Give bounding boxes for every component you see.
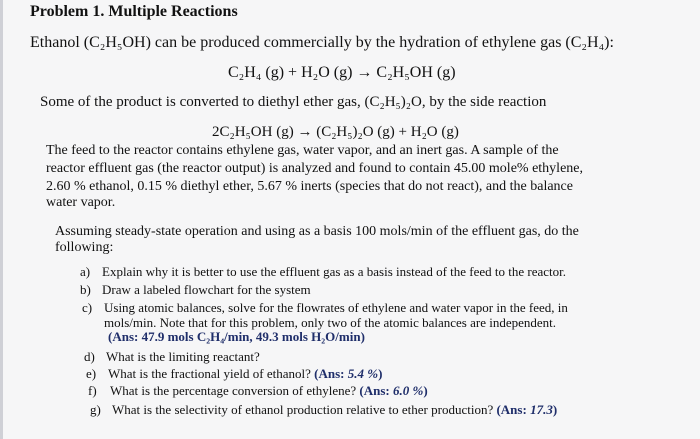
question-label: a) <box>80 264 91 279</box>
question-g <box>90 403 557 416</box>
feed-line: The feed to the reactor contains ethylene gas, water vapor, and an inert gas. A sample of the <box>46 143 559 158</box>
answer-value: 6.0 % <box>393 383 424 398</box>
question-text: Draw a labeled flowchart for the system <box>102 282 311 297</box>
feed-line: reactor effluent gas (the reactor output) is analyzed and found to contain 45.00 mole% ethylene, <box>46 161 583 176</box>
answer-suffix: ) <box>423 383 428 398</box>
question-d <box>84 350 260 363</box>
basis-line: Assuming steady-state operation and using as a basis 100 mols/min of the effluent gas, do the <box>55 224 579 239</box>
reaction-2: 2C₂H₅OH (g) → (C₂H₅)₂O (g) + H₂O (g) <box>212 124 459 140</box>
question-c-line2: mols/min. Note that for this problem, only two of the atomic balances are independent. <box>104 315 556 330</box>
question-text: What is the limiting reactant? <box>106 349 260 364</box>
question-text: Explain why it is better to use the effluent gas as a basis instead of the feed to the reactor. <box>102 264 567 279</box>
intro-text: Ethanol (C₂H₅OH) can be produced commercially by the hydration of ethylene gas (C₂H₄): <box>30 34 614 51</box>
feed-line: 2.60 % ethanol, 0.15 % diethyl ether, 5.67 % inerts (species that do not react), and the balance <box>46 179 573 194</box>
answer-prefix: (Ans: <box>314 366 348 381</box>
question-c-answer: (Ans: 47.9 mols C₂H₄/min, 49.3 mols H₂O/min) <box>108 329 365 344</box>
question-label: f) <box>88 383 97 398</box>
answer-prefix: (Ans: <box>359 383 394 398</box>
problem-title: Problem 1. Multiple Reactions <box>30 3 238 20</box>
basis-line: following: <box>55 240 114 255</box>
question-text: What is the fractional yield of ethanol? <box>108 366 311 381</box>
question-b <box>80 283 311 296</box>
question-c <box>82 301 568 314</box>
question-text: What is the selectivity of ethanol production relative to ether production? <box>112 402 494 417</box>
question-f <box>88 384 428 397</box>
question-label: e) <box>86 366 97 381</box>
side-reaction-text: Some of the product is converted to diethyl ether gas, (C₂H₅)₂O, by the side reaction <box>40 94 547 110</box>
question-a <box>80 265 566 278</box>
question-label: d) <box>84 349 95 364</box>
answer-suffix: ) <box>378 366 383 381</box>
question-label: c) <box>82 300 93 315</box>
question-text: Using atomic balances, solve for the flowrates of ethylene and water vapor in the feed, in <box>104 300 568 315</box>
question-label: b) <box>80 282 91 297</box>
question-e <box>86 367 382 380</box>
reaction-1: C₂H₄ (g) + H₂O (g) → C₂H₅OH (g) <box>228 64 456 81</box>
page-edge <box>0 0 3 439</box>
feed-line: water vapor. <box>46 195 116 210</box>
answer-prefix: (Ans: <box>496 402 531 417</box>
answer-value: 17.3 <box>530 402 553 417</box>
question-label: g) <box>90 402 101 417</box>
answer-value: 5.4 % <box>347 366 379 381</box>
answer-suffix: ) <box>552 402 558 417</box>
question-text: What is the percentage conversion of ethylene? <box>110 383 357 398</box>
